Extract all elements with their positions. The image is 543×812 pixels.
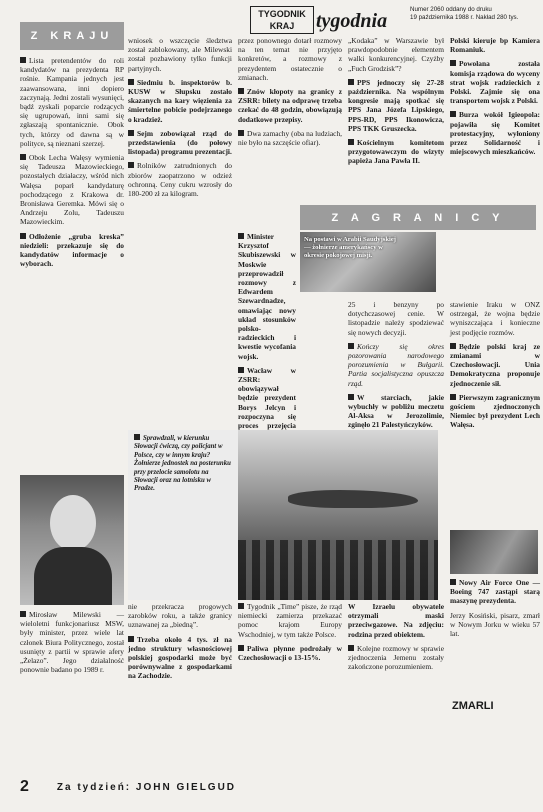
news-text: Obok Lecha Wałęsy wymienia się Tadeusza Mazowieckiego, pozostałych działaczy, wśród nich Wałęsa poparł kandydaturę pochodzącego z Krakowa dr. Bronisława Geremka. Mówi się o Andrzeju Zolu, Tadeuszu Mazowieckim. <box>20 153 124 227</box>
news-item <box>348 300 444 337</box>
bullet-icon <box>450 579 456 585</box>
masthead-logo: TYGODNIK KRAJ <box>250 6 314 34</box>
news-text: Jerzy Kosiński, pisarz, zmarł w Nowym Jorku w wieku 57 lat. <box>450 610 540 639</box>
portrait-face-shape <box>50 495 96 551</box>
news-item <box>348 78 444 133</box>
photo-airplane <box>450 530 538 574</box>
photo-airport <box>128 430 438 600</box>
bullet-icon <box>128 79 134 85</box>
photo-caption <box>128 430 238 600</box>
section-banner-z-zagranicy: Z A G R A N I C Y <box>300 205 536 230</box>
news-text: Tygodnik „Time” pisze, że rząd niemiecki zamierza przekazać pomoc krajom Europy Wschodniej, w tym także Polsce. <box>238 602 342 639</box>
news-item <box>238 129 342 147</box>
news-text: W starciach, jakie wybuchły w pobliżu meczetu Al-Aksa w Jerozolimie, zginęło 21 Palestyńczyków. <box>348 392 444 430</box>
news-text: stawienie Iraku w ONZ ostrzegał, że wojna będzie wyniszczająca i konieczne jest podjęcie rozmów. <box>450 300 540 337</box>
section-banner-z-kraju: Z KRAJU <box>20 22 124 50</box>
news-item <box>348 342 444 388</box>
news-item <box>20 610 124 674</box>
bullet-icon <box>20 57 26 63</box>
news-item <box>128 129 232 157</box>
news-item <box>450 578 540 606</box>
column-bottom-1 <box>20 610 124 780</box>
news-text: Kościelnym komitetom przygotowawczym do wizyty papieża Jana Pawła II. <box>348 138 444 166</box>
news-text: Mirosław Milewski — wieloletni funkcjonariusz MSW, były minister, przez wiele lat członek Biura Politycznego, został usunięty z partii w sprawie afery „Żelazo”. Jego działalność ponownie badano po 1989 r. <box>20 610 124 675</box>
bullet-icon <box>134 434 140 440</box>
bullet-icon <box>348 394 354 400</box>
news-item <box>128 635 232 681</box>
news-item <box>450 342 540 388</box>
news-text: Minister Krzysztof Skubiszewski w Moskwie przeprowadził rozmowy z Edwardem Szewardnadze, omawiając nowy układ stosunków polsko-radzieckich i kwestie wycofania wojsk. <box>238 232 296 361</box>
column-bottom-5 <box>450 578 540 698</box>
news-item <box>128 36 232 73</box>
bullet-icon <box>450 111 456 117</box>
news-item <box>238 87 342 124</box>
bullet-icon <box>238 645 244 651</box>
portrait-suit-shape <box>34 547 112 605</box>
bullet-icon <box>128 636 134 642</box>
news-item <box>20 232 124 269</box>
news-text: Dwa zamachy (oba na ludziach, nie było na szczęście ofiar). <box>238 128 342 148</box>
news-item <box>348 602 444 639</box>
bullet-icon <box>450 343 456 349</box>
news-text: Pierwszym zagranicznym gościem zjednoczonych Niemiec był prezydent Lech Wałęsa. <box>450 392 540 430</box>
bullet-icon <box>450 394 456 400</box>
masthead-title: tygodnia <box>316 10 388 32</box>
news-item <box>128 602 232 630</box>
news-text: Trzeba około 4 tys. zł na jedno struktury własnościowej polskiej gospodarki może być porównywalne z gospodarkami na Zachodzie. <box>128 634 232 681</box>
news-text: Kolejne rozmowy w sprawie zjednoczenia Jemenu zostały zakończone porozumieniem. <box>348 643 444 672</box>
photo-caption: Na postawi w Arabii Saudyjskiej — żołnierze amerykańscy w okresie pokojowej misji. <box>304 236 396 259</box>
news-item <box>348 393 444 430</box>
news-text: Rolników zatrudnionych do zbiorów zaopatrzono w odzież ochronną. Ceny cukru wzrosły do 180-200 zł za kilogram. <box>128 161 232 199</box>
bullet-icon <box>450 60 456 66</box>
news-text: Polski kieruje bp Kamiera Romaniuk. <box>450 36 540 55</box>
news-item <box>450 393 540 430</box>
news-item <box>128 161 232 198</box>
news-text: Sejm zobowiązał rząd do przedstawienia (do połowy listopada) programu prezentacji. <box>128 128 232 157</box>
column-kraju-2 <box>128 36 232 451</box>
bullet-icon <box>238 603 244 609</box>
footer-next-week: Za tydzień: JOHN GIELGUD <box>56 781 237 793</box>
news-text: PPS jednoczy się 27-28 października. Na wspólnym kongresie mają spotkać się PPS Jana Józefa Lipskiego, PPS-RD, PPS Ikonowicza, PPS TKK Gruszecka. <box>348 77 444 133</box>
masthead-meta-line: 19 października 1988 r. Nakład 280 tys. <box>410 14 519 21</box>
photo-portrait-milewski <box>20 475 124 605</box>
news-text: 25 i benzyny po dotychczasowej cenie. W listopadzie należy spodziewać się nowych decyzji. <box>348 300 444 337</box>
bullet-icon <box>238 233 244 239</box>
bullet-icon <box>348 343 354 349</box>
news-text: W Izraelu obywatele otrzymali maski przeciwgazowe. Na zdjęciu: rodzina przed obiektem. <box>348 602 444 639</box>
news-item <box>128 78 232 124</box>
airplane-shape <box>288 490 418 508</box>
crowd-shape <box>238 540 438 600</box>
bullet-icon <box>348 645 354 651</box>
column-bottom-3 <box>238 602 342 792</box>
news-text: Burza wokół Igieopola: pojawiła się Komitet protestacyjny, wyłoniony przez Solidarność i miejscowych mieszkańców. <box>450 110 540 157</box>
news-item <box>348 36 444 73</box>
page-footer <box>20 778 538 796</box>
news-item <box>348 138 444 166</box>
news-text: Będzie polski kraj ze zmianami w Czechosłowacji. Unia Demokratyczna proponuje zjednoczenie sił. <box>450 341 540 388</box>
news-item <box>238 36 342 82</box>
news-item <box>238 644 342 662</box>
section-heading-zmarli: ZMARLI <box>452 700 494 712</box>
news-item <box>20 56 124 148</box>
column-bottom-2 <box>128 602 232 802</box>
masthead-meta-line: Numer 2060 oddany do druku <box>410 6 492 13</box>
news-text: Powołana została komisja rządowa do wyceny strat wojsk radzieckich z Polski. Zajmie się ona transportem wojsk z Polski. <box>450 59 540 106</box>
news-text: przez ponownego dotarł rozmowy na ten temat nie przyjęto konkretów, a rozmowy z prezydentem ostatecznie o zmianach. <box>238 36 342 82</box>
column-kraju-1 <box>20 56 124 471</box>
column-kraju-4 <box>348 36 444 206</box>
news-text: Kończy się okres pozorowania narodowego porozumienia w Bułgarii. Partia socjalistyczna opuszcza rząd. <box>348 341 444 388</box>
page-number: 2 <box>20 778 29 795</box>
bullet-icon <box>238 88 244 94</box>
news-item <box>450 611 540 639</box>
bullet-icon <box>128 162 134 168</box>
bullet-icon <box>128 130 134 136</box>
news-text: Siedmiu b. inspektorów b. KUSW w Słupsku zostało skazanych na kary więzienia za śmiertelne pobicie podejrzanego o kradzież. <box>128 77 232 124</box>
masthead-meta <box>410 6 540 22</box>
column-kraju-3 <box>238 36 342 206</box>
news-text: Wacław w ZSRR: obowiązywał będzie prezydent Borys Jelcyn i rozpoczyna się proces przejęcia <box>238 365 296 431</box>
bullet-icon <box>20 154 26 160</box>
news-item <box>348 644 444 672</box>
bullet-icon <box>348 79 354 85</box>
news-text: Nowy Air Force One — Boeing 747 zastąpi starą maszynę prezydenta. <box>450 578 540 606</box>
news-text: „Kodaka” w Warszawie był prawdopodobnie elementem walki konkurencyjnej. Czyżby „Fuch Grodzisk”? <box>348 36 444 73</box>
news-text: nie przekracza progowych zarobków roku, a także granicy uznawanej za „biedną”. <box>128 602 232 630</box>
news-text: Odłożenie „gruba kreska” niedzieli: przekazuje się do kandydatów informacje o wyborach. <box>20 231 124 269</box>
bullet-icon <box>348 139 354 145</box>
news-text: Znów kłopoty na granicy z ZSRR: bilety na odprawę trzeba czekać do 48 godzin, obowiązują dodatkowe przepisy. <box>238 87 342 124</box>
column-kraju-5 <box>450 36 540 206</box>
news-item <box>450 59 540 105</box>
news-item <box>450 110 540 156</box>
bullet-icon <box>20 611 26 617</box>
news-item <box>450 300 540 337</box>
news-text: Paliwa płynne podrożały w Czechosłowacji o 13-15%. <box>238 643 342 663</box>
photo-caption-text: Sprawdzali, w kierunku Słowacji ćwiczą, czy policjant w Polsce, czy w innym kraju? Żołnierze jednostek na posterunku przy przelocie samolotu na Słowacji oraz na lotnisku w Pradze. <box>134 435 231 493</box>
news-item <box>238 232 296 361</box>
bullet-icon <box>238 130 244 136</box>
column-zagranicy-1 <box>238 232 296 432</box>
bullet-icon <box>238 367 244 373</box>
news-text: Lista pretendentów do roli kandydatów na prezydenta RP rośnie. Kampania jednych jest zaawansowana, inni dopiero zaczynają. Jedni zostali wysunięci, bądź zyskali poparcie rodzących się ugrupowań, inni sami się zgłaszają spontanicznie. Obok tych, którzy od dawna są w polityce, są nieznani szerzej. <box>20 56 124 148</box>
masthead <box>250 6 537 36</box>
news-item <box>20 153 124 227</box>
news-text: wniosek o wszczęcie śledztwa został zablokowany, ale Milewski został pozbawiony tylko funkcji partyjnych. <box>128 36 232 73</box>
news-item <box>450 36 540 54</box>
news-item <box>238 602 342 639</box>
bullet-icon <box>20 233 26 239</box>
